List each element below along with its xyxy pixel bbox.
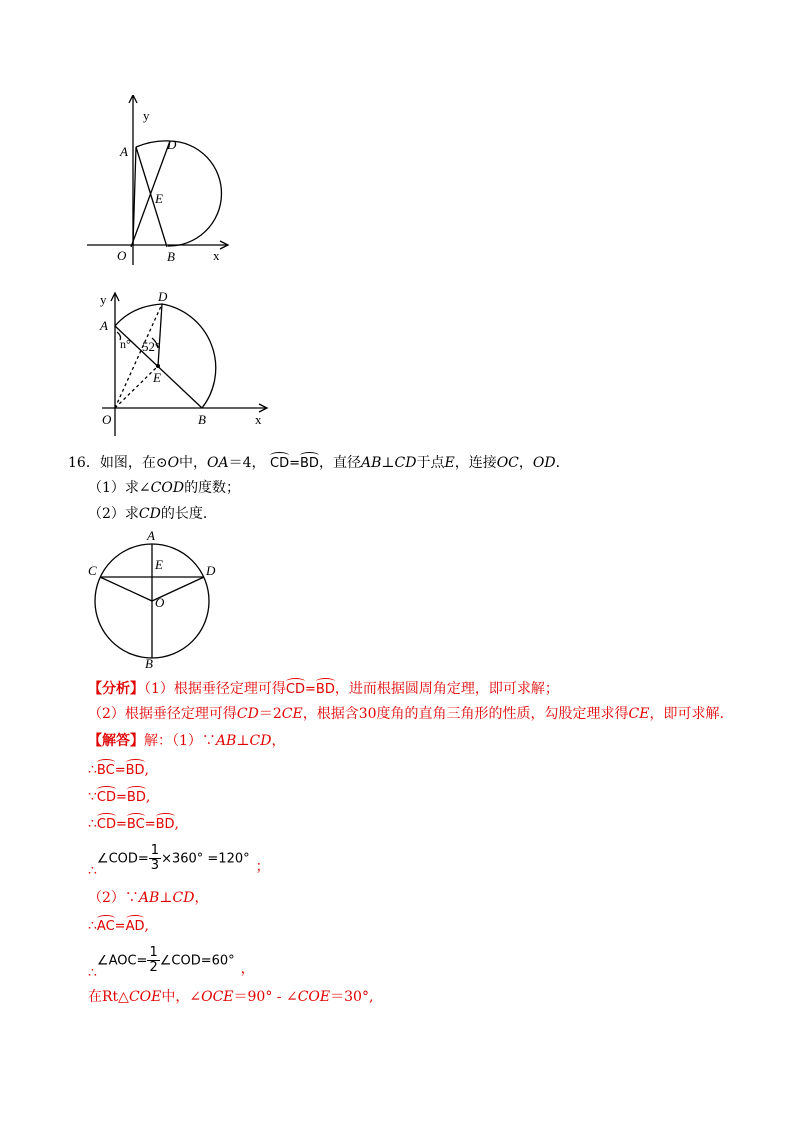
arc-bd: BD [300,452,319,473]
arc-bd: BD [316,678,335,699]
solution-line-6: （2）∵AB⊥CD， [88,890,209,906]
x-axis-label: x [255,412,262,427]
point-b-label: B [167,249,175,264]
point-b-label: B [198,412,206,427]
fraction-one-half: $\frac{1}{2}$ [149,945,158,975]
analysis-line-2: （2）根据垂径定理可得CD＝2CE，根据含30度角的直角三角形的性质，勾股定理求得CE，即可求解. [88,706,724,722]
angle-n-label: n° [120,337,131,351]
point-a-label: A [120,144,128,159]
point-o-label: O [117,248,127,263]
analysis-section [88,678,788,728]
problem-number: 16． [68,455,100,471]
question-1: （1）求∠COD的度数； [88,480,241,496]
solution-line-9: 在Rt△COE中，∠OCE＝90° - ∠COE＝30°, [88,989,374,1005]
point-o-label: O [102,412,112,427]
point-o-label: O [155,595,165,610]
arc-ad: AD [126,915,145,936]
angle-52-label: 52° [142,339,161,354]
solution-section [88,732,788,1012]
y-axis-label: y [100,292,107,307]
arc-bd: BD [156,813,175,834]
arc-cd: CD [97,786,116,807]
solution-line-5: ∴∠COD= $\frac{1}{3}$ ×360° =120° ； [88,843,270,879]
problem-16 [68,452,788,532]
y-axis-label: y [143,108,150,123]
solution-line-2: ∴BC=BD, [88,759,149,780]
figure-2-coordinate-diagram [92,288,272,438]
point-d-label: D [206,563,216,578]
arc-bd: BD [127,786,146,807]
fraction-one-third: $\frac{1}{3}$ [150,843,160,873]
arc-bc: BC [127,813,145,834]
point-a-label: A [147,528,155,543]
solution-line-4: ∴CD=BC=BD, [88,813,179,834]
arc-cd: CD [286,678,305,699]
solution-line-3: ∵CD=BD, [88,786,150,807]
arc-bd: BD [126,759,145,780]
problem-stem: 16．如图，在⊙O中，OA＝4， CD=BD，直径AB⊥CD于点E，连接OC，OD． [68,452,570,473]
arc-cd: CD [270,452,289,473]
arc-ac: AC [97,915,115,936]
point-e-label: E [153,370,161,385]
question-2: （2）求CD的长度． [88,506,217,522]
arc-cd: CD [97,813,116,834]
point-d-label: D [167,137,177,152]
point-c-label: C [88,563,97,578]
analysis-tag: 【分析】 [88,681,144,697]
point-d-label: D [158,289,168,304]
point-e-label: E [155,557,163,572]
x-axis-label: x [213,248,220,263]
figure-3-circle-diagram [85,527,220,669]
figure-1-coordinate-diagram [85,95,245,270]
solution-tag: 【解答】 [88,733,144,749]
arc-bc: BC [97,759,115,780]
point-e-label: E [155,191,163,206]
solution-line-7: ∴AC=AD, [88,915,149,936]
point-b-label: B [145,656,153,669]
solution-line-1: 【解答】解：（1）∵AB⊥CD， [88,733,286,749]
solution-line-8: ∴∠AOC= $\frac{1}{2}$ ∠COD=60° ， [88,945,255,981]
point-a-label: A [100,318,108,333]
analysis-line-1: 【分析】（1）根据垂径定理可得CD=BD，进而根据圆周角定理，即可求解； [88,678,559,699]
